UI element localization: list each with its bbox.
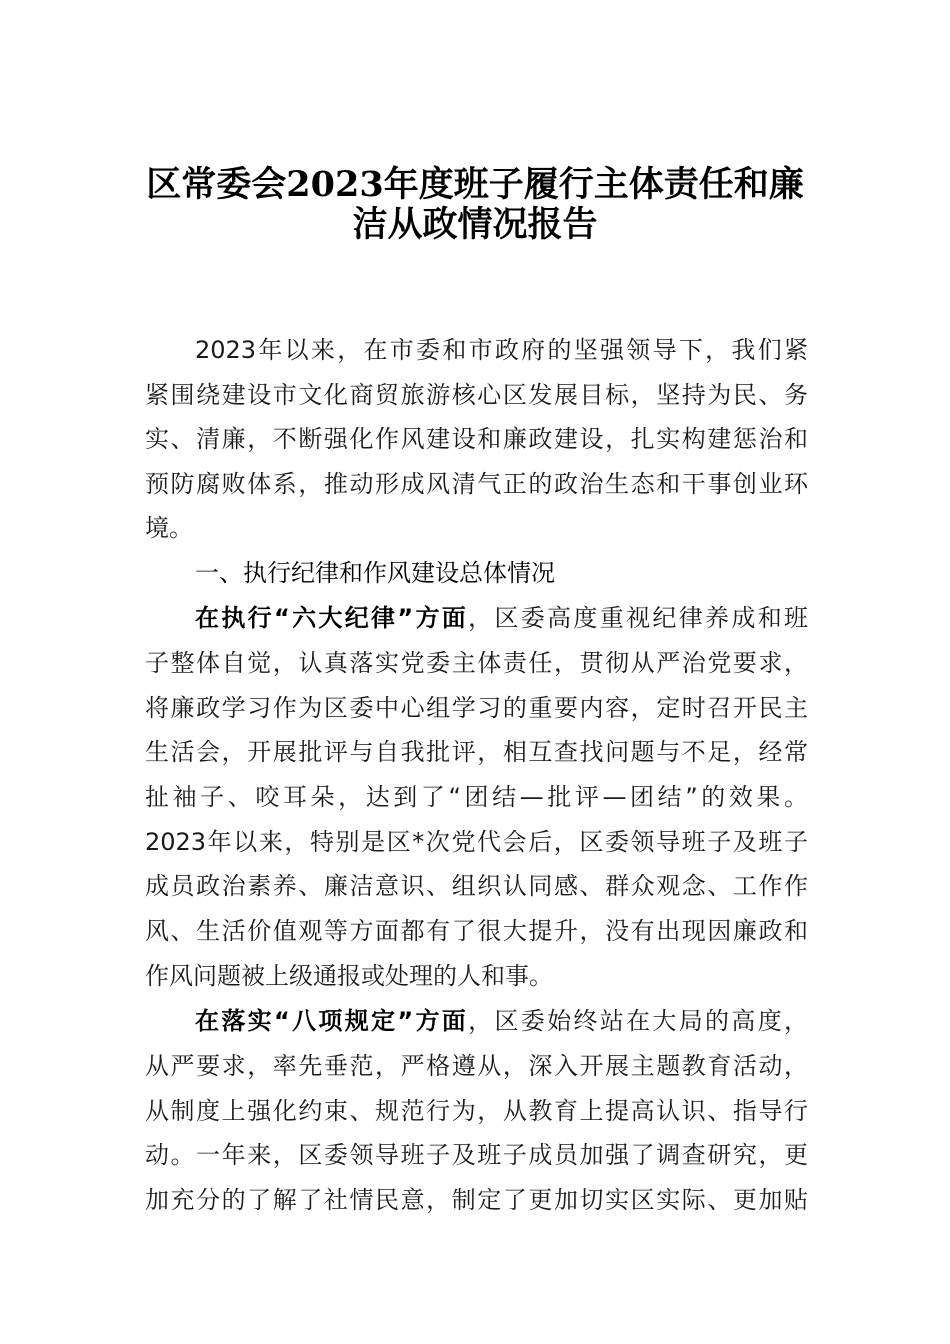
intro-line-2: 紧围绕建设市文化商贸旅游核心区发展目标，坚持为民、务 bbox=[145, 381, 808, 409]
intro-line-1: 2023年以来，在市委和市政府的坚强领导下，我们紧 bbox=[195, 336, 808, 364]
section-heading-1: 一、执行纪律和作风建设总体情况 bbox=[195, 559, 555, 587]
para2-first-line-rest: ，区委始终站在大局的高度， bbox=[468, 1007, 809, 1035]
intro-line-3: 实、清廉，不断强化作风建设和廉政建设，扎实构建惩治和 bbox=[145, 425, 808, 453]
intro-line-5: 境。 bbox=[145, 514, 193, 542]
para1-first-line-rest: ，区委高度重视纪律养成和班 bbox=[468, 604, 809, 632]
para1-line-5: 扯袖子、咬耳朵，达到了“团结—批评—团结”的效果。 bbox=[145, 783, 808, 811]
para2-bold-lead: 在落实“八项规定”方面 bbox=[195, 1007, 469, 1035]
para1-line-8: 风、生活价值观等方面都有了很大提升，没有出现因廉政和 bbox=[145, 917, 808, 945]
para2-line-5: 加充分的了解了社情民意，制定了更加切实区实际、更加贴 bbox=[145, 1186, 808, 1214]
para1-line-9: 作风问题被上级通报或处理的人和事。 bbox=[145, 962, 553, 990]
para1-bold-lead: 在执行“六大纪律”方面 bbox=[195, 604, 469, 632]
para2-line-1 bbox=[195, 1003, 808, 1039]
document-title-line-1: 区常委会2023年度班子履行主体责任和廉 bbox=[146, 164, 804, 205]
para1-line-2: 子整体自觉，认真落实党委主体责任，贯彻从严治党要求， bbox=[145, 649, 808, 677]
para1-line-7: 成员政治素养、廉洁意识、组织认同感、群众观念、工作作 bbox=[145, 872, 808, 900]
para1-line-3: 将廉政学习作为区委中心组学习的重要内容，定时召开民主 bbox=[145, 694, 808, 722]
document-title-line-2: 洁从政情况报告 bbox=[352, 204, 598, 245]
para1-line-4: 生活会，开展批评与自我批评，相互查找问题与不足，经常 bbox=[145, 738, 808, 766]
para2-line-2: 从严要求，率先垂范，严格遵从，深入开展主题教育活动， bbox=[145, 1052, 808, 1080]
para2-line-4: 动。一年来，区委领导班子及班子成员加强了调查研究，更 bbox=[145, 1141, 808, 1169]
para2-line-3: 从制度上强化约束、规范行为，从教育上提高认识、指导行 bbox=[145, 1097, 808, 1125]
para1-line-1 bbox=[195, 600, 808, 636]
intro-line-4: 预防腐败体系，推动形成风清气正的政治生态和干事创业环 bbox=[145, 470, 808, 498]
para1-line-6: 2023年以来，特别是区*次党代会后，区委领导班子及班子 bbox=[145, 828, 808, 856]
